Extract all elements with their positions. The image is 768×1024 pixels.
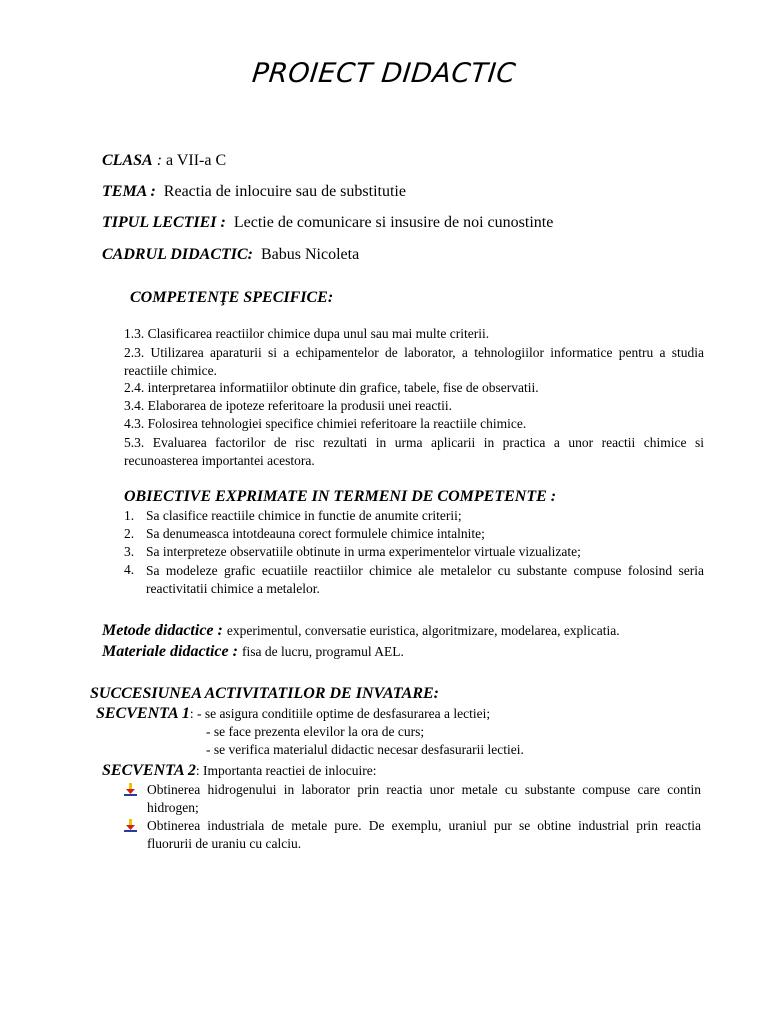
list-text: Sa denumeasca intotdeauna corect formulele chimice intalnite; bbox=[146, 526, 485, 541]
list-item bbox=[124, 544, 704, 562]
secventa-line: - se verifica materialul didactic necesar desfasurarii lectiei. bbox=[206, 742, 524, 757]
competenta-item: 3.4. Elaborarea de ipoteze referitoare la produsii unei reactii. bbox=[124, 398, 452, 413]
field-value: a VII-a C bbox=[166, 152, 227, 169]
field-tema bbox=[102, 183, 406, 201]
obiective-heading: OBIECTIVE EXPRIMATE IN TERMENI DE COMPETENTE : bbox=[124, 488, 557, 505]
arrow-down-bullet-icon bbox=[124, 819, 137, 832]
field-value: Reactia de inlocuire sau de substitutie bbox=[163, 183, 406, 200]
field-separator bbox=[156, 183, 164, 200]
list-text: Sa clasifice reactiile chimice in functie de anumite criterii; bbox=[146, 508, 462, 523]
list-number: 2. bbox=[124, 526, 135, 541]
field-label: CADRUL DIDACTIC: bbox=[102, 246, 253, 263]
secventa-label: SECVENTA 2 bbox=[102, 762, 196, 779]
competenta-item: 2.4. interpretarea informatiilor obtinute din grafice, tabele, fise de observatii. bbox=[124, 380, 539, 395]
list-item bbox=[124, 508, 704, 526]
competenta-item: 4.3. Folosirea tehnologiei specifice chimiei referitoare la reactiile chimice. bbox=[124, 416, 527, 431]
competente-heading: COMPETENŢE SPECIFICE: bbox=[130, 289, 334, 306]
field-tipul-lectiei bbox=[102, 214, 553, 232]
field-separator bbox=[253, 246, 261, 263]
field-label: TEMA : bbox=[102, 183, 156, 200]
page-title: PROIECT DIDACTIC bbox=[250, 58, 518, 89]
bullet-text: Obtinerea hidrogenului in laborator prin reactia unor metale cu substante compuse care contin hidrogen; bbox=[147, 782, 701, 815]
field-value: Babus Nicoleta bbox=[260, 246, 360, 263]
bullet-text: Obtinerea industriala de metale pure. De exemplu, uraniul pur se obtine industrial prin reactia fluorurii de uraniu cu calciu. bbox=[147, 818, 701, 851]
secventa-1 bbox=[96, 705, 490, 723]
field-value: Lectie de comunicare si insusire de noi cunostinte bbox=[233, 214, 554, 231]
secventa-2 bbox=[102, 762, 377, 780]
list-number: 4. bbox=[124, 562, 135, 577]
competenta-item: 1.3. Clasificarea reactiilor chimice dupa unul sau mai multe criterii. bbox=[124, 326, 490, 341]
list-number: 1. bbox=[124, 508, 135, 523]
list-item bbox=[124, 526, 704, 544]
succesiune-heading: SUCCESIUNEA ACTIVITATILOR DE INVATARE: bbox=[90, 685, 440, 702]
field-cadrul-didactic bbox=[102, 246, 359, 264]
materiale-didactice bbox=[102, 643, 404, 661]
field-label: TIPUL LECTIEI : bbox=[102, 214, 226, 231]
secventa-line: - se face prezenta elevilor la ora de curs; bbox=[206, 724, 425, 739]
metode-label: Metode didactice : bbox=[102, 622, 223, 639]
list-number: 3. bbox=[124, 544, 135, 559]
secventa-label: SECVENTA 1 bbox=[96, 705, 190, 722]
field-clasa bbox=[102, 152, 226, 170]
competenta-item: 2.3. Utilizarea aparaturii si a echipamentelor de laborator, a tehnologiilor informatice pentru a studia reactiile chimice. bbox=[124, 345, 704, 378]
field-separator bbox=[226, 214, 234, 231]
arrow-down-bullet-icon bbox=[124, 783, 137, 796]
list-text: Sa interpreteze observatiile obtinute in urma experimentelor virtuale vizualizate; bbox=[146, 544, 581, 559]
materiale-label: Materiale didactice : bbox=[102, 643, 238, 660]
metode-value: experimentul, conversatie euristica, algoritmizare, modelarea, explicatia. bbox=[226, 623, 620, 638]
field-label: CLASA bbox=[102, 152, 153, 169]
list-item bbox=[124, 562, 704, 598]
secventa-line: : - se asigura conditiile optime de desfasurarea a lectiei; bbox=[189, 706, 491, 721]
materiale-value: fisa de lucru, programul AEL. bbox=[241, 644, 404, 659]
competenta-item: 5.3. Evaluarea factorilor de risc rezultati in urma aplicarii in practica a unor reactii chimice si recunoasterea importantei acestora. bbox=[124, 435, 704, 468]
secventa-intro: : Importanta reactiei de inlocuire: bbox=[195, 763, 377, 778]
list-text: Sa modeleze grafic ecuatiile reactiilor chimice ale metalelor cu substante compuse folosind seria reactivitatii chimice a metalelor. bbox=[146, 563, 704, 596]
field-separator: : bbox=[152, 152, 167, 169]
metode-didactice bbox=[102, 622, 620, 640]
